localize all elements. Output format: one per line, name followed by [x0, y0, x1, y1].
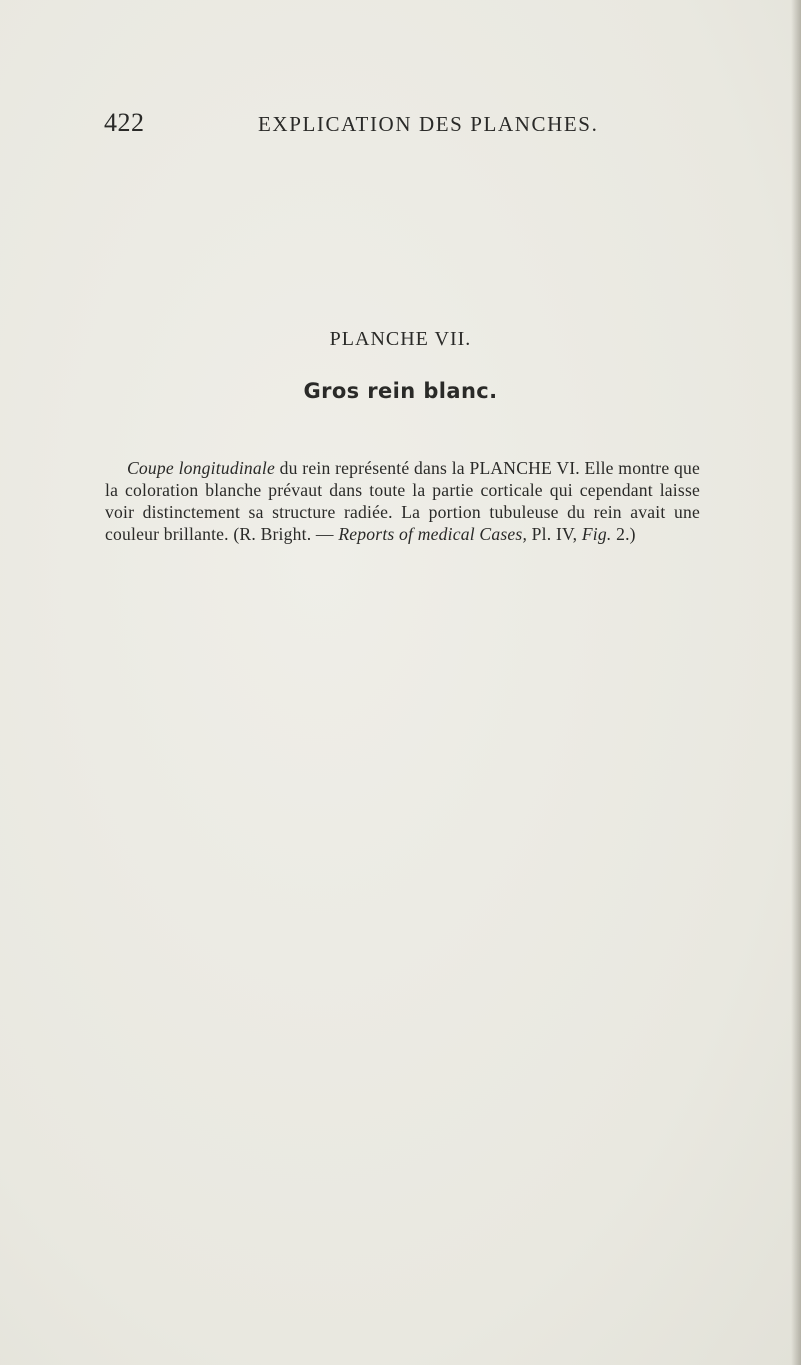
text-segment-1: du rein représenté dans la PLANCHE VI. Elle montre que la coloration blanche prévaut dans toute la partie corticale qui cependant laisse voir distinctement sa structure radiée. La portion tubuleuse du rein avait une couleur brillante. (R. Bright. —: [105, 458, 700, 544]
running-head: EXPLICATION DES PLANCHES.: [258, 112, 599, 136]
figure-abbrev-italic: Fig.: [581, 524, 612, 544]
text-segment-3: 2.): [611, 524, 636, 544]
page-number: 422: [104, 108, 145, 137]
text-segment-2: Pl. IV,: [527, 524, 582, 544]
lead-italic: Coupe longitudinale: [127, 458, 276, 478]
reference-title-italic: Reports of medical Cases,: [338, 524, 528, 544]
plate-subtitle: Gros rein blanc.: [303, 379, 498, 403]
page-edge-shadow: [791, 0, 801, 1365]
description-paragraph: [105, 457, 700, 545]
plate-title: PLANCHE VII.: [329, 328, 472, 350]
